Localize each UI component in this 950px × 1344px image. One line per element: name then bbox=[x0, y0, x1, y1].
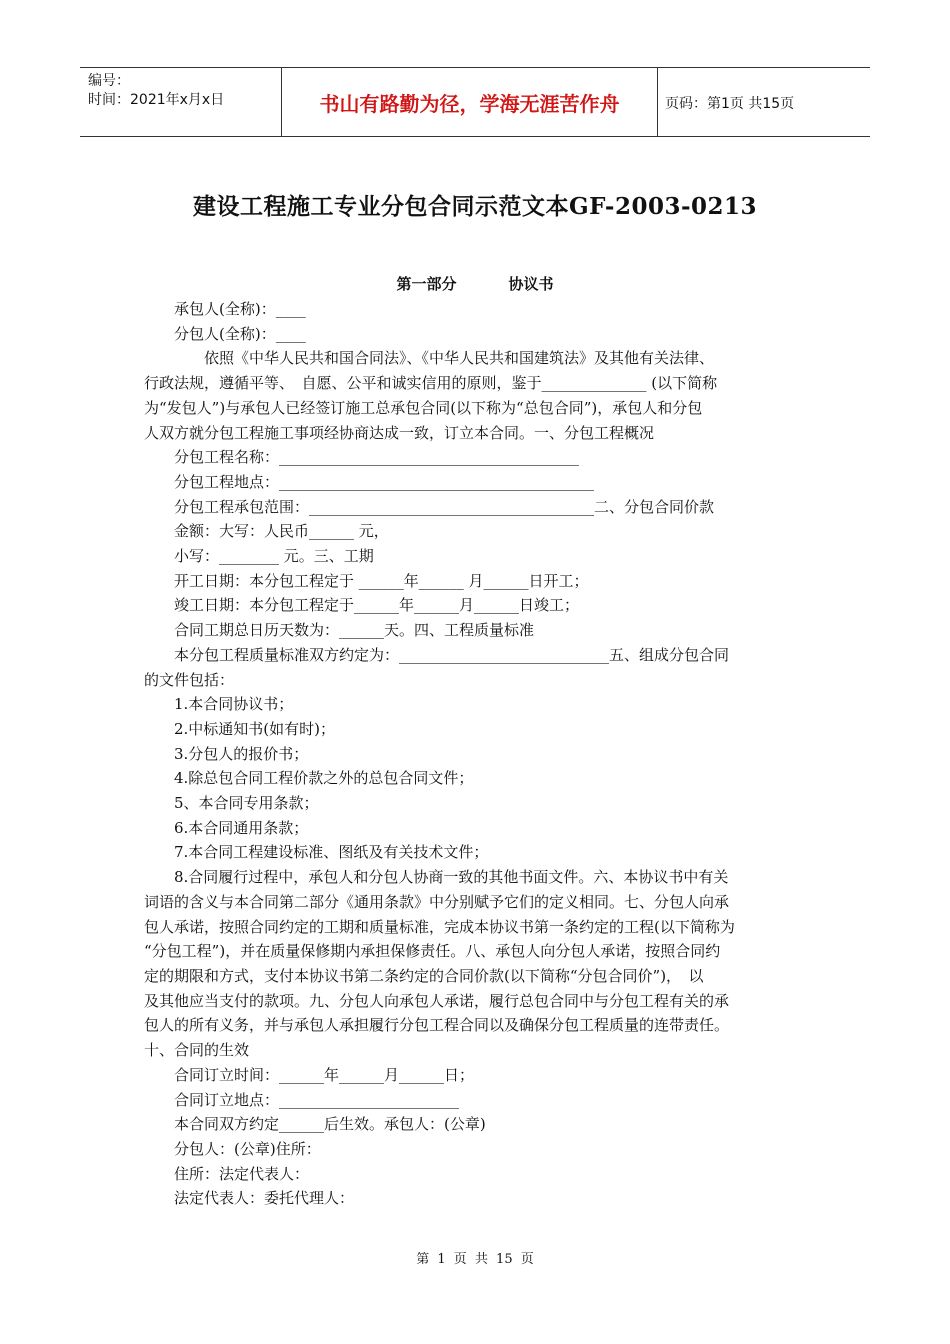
text-line: “分包工程”)，并在质量保修期内承担保修责任。八、承包人向分包人承诺，按照合同约 bbox=[144, 942, 721, 961]
text-line: 2.中标通知书(如有时)； bbox=[174, 719, 336, 738]
text-line: 5、本合同专用条款； bbox=[174, 794, 319, 813]
part-name: 协议书 bbox=[508, 275, 554, 293]
text-line: 包人承诺，按照合同约定的工期和质量标准，完成本协议书第一条约定的工程(以下简称为 bbox=[144, 917, 735, 936]
time-label: 时间：2021年x月x日 bbox=[88, 92, 225, 108]
document-body bbox=[144, 297, 812, 1211]
text-line: 分包工程名称：________________________________________ bbox=[174, 448, 580, 467]
text-line: 合同订立时间：______年______月______日； bbox=[174, 1065, 475, 1084]
text-line: 定的期限和方式，支付本协议书第二条约定的合同价款(以下简称“分包合同价”)， 以 bbox=[144, 966, 704, 985]
part-label: 第一部分 bbox=[396, 275, 457, 293]
header-motto: 书山有路勤为径，学海无涯苦作舟 bbox=[281, 68, 658, 136]
text-line: 为“发包人”)与承包人已经签订施工总承包合同(以下称为“总包合同”)，承包人和分包 bbox=[144, 398, 703, 417]
text-line: 法定代表人：委托代理人： bbox=[174, 1189, 355, 1208]
text-line: 小写：________ 元。三、工期 bbox=[174, 547, 374, 566]
header-meta bbox=[88, 72, 278, 110]
text-line: 分包人：(公章)住所： bbox=[174, 1139, 321, 1158]
text-line: 词语的含义与本合同第二部分《通用条款》中分别赋予它们的定义相同。七、分包人向承 bbox=[144, 892, 730, 911]
text-line: 分包工程承包范围：______________________________________二、分包合同价款 bbox=[174, 497, 715, 516]
text-line: 开工日期：本分包工程定于 ______年______ 月______日开工； bbox=[174, 571, 589, 590]
text-line: 7.本合同工程建设标准、图纸及有关技术文件； bbox=[174, 843, 489, 862]
text-line: 人双方就分包工程施工事项经协商达成一致，订立本合同。一、分包工程概况 bbox=[144, 423, 655, 442]
text-line: 包人的所有义务，并与承包人承担履行分包工程合同以及确保分包工程质量的连带责任。 bbox=[144, 1016, 730, 1035]
number-label: 编号： bbox=[88, 73, 130, 89]
text-line: 金额：大写：人民币______ 元， bbox=[174, 522, 389, 541]
text-line: 3.分包人的报价书； bbox=[174, 744, 309, 763]
text-line: 本合同双方约定______后生效。承包人：(公章) bbox=[174, 1115, 486, 1134]
text-line: 行政法规，遵循平等、 自愿、公平和诚实信用的原则，鉴于______________ (以下简称 bbox=[144, 374, 718, 393]
text-line: 本分包工程质量标准双方约定为：____________________________五、组成分包合同 bbox=[174, 645, 730, 664]
text-line: 承包人(全称)：____ bbox=[174, 300, 306, 318]
text-line: 及其他应当支付的款项。九、分包人向承包人承诺，履行总包合同中与分包工程有关的承 bbox=[144, 991, 730, 1010]
text-line: 十、合同的生效 bbox=[144, 1041, 250, 1060]
page-footer: 第 1 页 共 15 页 bbox=[416, 1252, 534, 1267]
document-title: 建设工程施工专业分包合同示范文本GF-2003-0213 bbox=[192, 193, 758, 220]
page-header bbox=[80, 67, 870, 137]
header-page-info: 页码：第1页 共15页 bbox=[665, 96, 795, 112]
part-heading bbox=[0, 273, 950, 294]
text-line: 合同工期总日历天数为：______天。四、工程质量标准 bbox=[174, 621, 535, 640]
text-line: 住所：法定代表人： bbox=[174, 1164, 310, 1183]
text-line: 6.本合同通用条款； bbox=[174, 818, 309, 837]
text-line: 的文件包括： bbox=[144, 670, 235, 689]
text-line: 分包工程地点：__________________________________________ bbox=[174, 472, 595, 491]
text-line: 1.本合同协议书； bbox=[174, 695, 294, 714]
text-line: 8.合同履行过程中，承包人和分包人协商一致的其他书面文件。六、本协议书中有关 bbox=[174, 868, 729, 887]
text-line: 依照《中华人民共和国合同法》、《中华人民共和国建筑法》及其他有关法律、 bbox=[204, 349, 715, 368]
text-line: 4.除总包合同工程价款之外的总包合同文件； bbox=[174, 769, 474, 788]
text-line: 合同订立地点：________________________ bbox=[174, 1090, 460, 1109]
text-line: 分包人(全称)：____ bbox=[174, 324, 306, 343]
text-line: 竣工日期：本分包工程定于______年______月______日竣工； bbox=[174, 596, 580, 615]
